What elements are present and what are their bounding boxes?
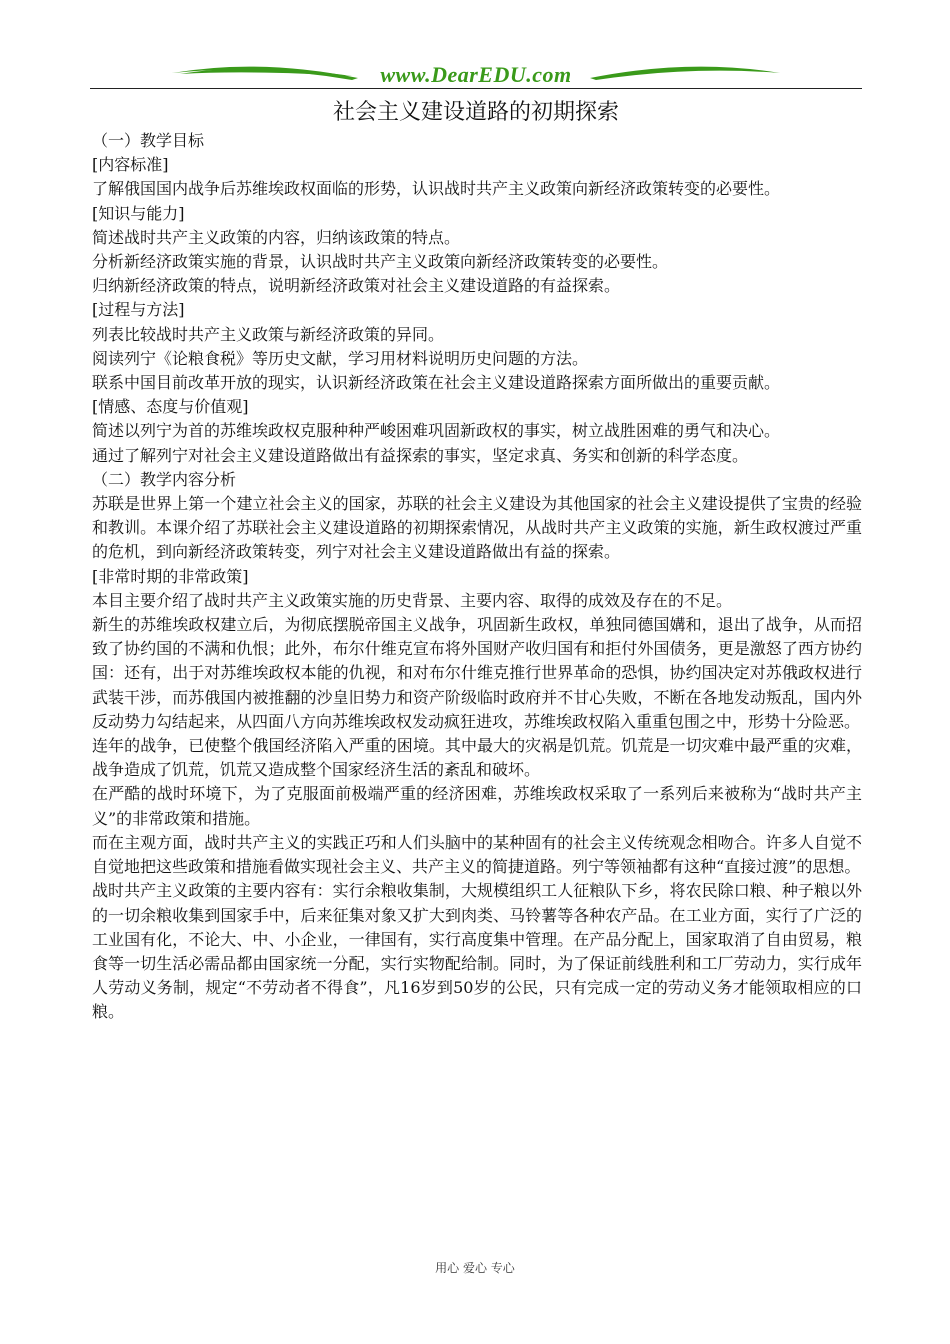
paragraph: 了解俄国国内战争后苏维埃政权面临的形势，认识战时共产主义政策向新经济政策转变的必要性。 (92, 179, 781, 199)
paragraph: （二）教学内容分析 (92, 469, 237, 489)
paragraph: 简述战时共产主义政策的内容，归纳该政策的特点。 (92, 227, 461, 247)
paragraph: [内容标准] (92, 155, 169, 175)
paragraph: 而在主观方面，战时共产主义的实践正巧和人们头脑中的某种固有的社会主义传统观念相吻合。许多人自觉不自觉地把这些政策和措施看做实现社会主义、共产主义的简捷道路。列宁等领袖都有这种“直接过渡”的思想。 (92, 832, 862, 877)
paragraph: 苏联是世界上第一个建立社会主义的国家，苏联的社会主义建设为其他国家的社会主义建设提供了宝贵的经验和教训。本课介绍了苏联社会主义建设道路的初期探索情况，从战时共产主义政策的实施，新生政权渡过严重的危机，到向新经济政策转变，列宁对社会主义建设道路做出有益的探索。 (92, 494, 862, 562)
header-divider (90, 88, 862, 89)
site-url-logo: www.DearEDU.com (380, 62, 572, 87)
site-header-banner (90, 60, 862, 90)
paragraph: 新生的苏维埃政权建立后，为彻底摆脱帝国主义战争，巩固新生政权，单独同德国媾和，退出了战争，从而招致了协约国的不满和仇恨；此外，布尔什维克宣布将外国财产收归国有和拒付外国债务，更是激怒了西方协约国：还有，出于对苏维埃政权本能的仇视，和对布尔什维克推行世界革命的恐惧，协约国决定对苏俄政权进行武装干涉，而苏俄国内被推翻的沙皇旧势力和资产阶级临时政府并不甘心失败，不断在各地发动叛乱，国内外反动势力勾结起来，从四面八方向苏维埃政权发动疯狂进攻，苏维埃政权陷入重重包围之中，形势十分险恶。 (92, 615, 862, 731)
paragraph: [情感、态度与价值观] (92, 397, 249, 417)
paragraph: 简述以列宁为首的苏维埃政权克服种种严峻困难巩固新政权的事实，树立战胜困难的勇气和决心。 (92, 421, 781, 441)
paragraph: 联系中国目前改革开放的现实，认识新经济政策在社会主义建设道路探索方面所做出的重要贡献。 (92, 373, 781, 393)
paragraph: [知识与能力] (92, 203, 185, 223)
paragraph: 连年的战争，已使整个俄国经济陷入严重的困境。其中最大的灾祸是饥荒。饥荒是一切灾难中最严重的灾难，战争造成了饥荒，饥荒又造成整个国家经济生活的紊乱和破坏。 (92, 736, 862, 780)
paragraph: [过程与方法] (92, 300, 185, 320)
paragraph: 通过了解列宁对社会主义建设道路做出有益探索的事实，坚定求真、务实和创新的科学态度。 (92, 445, 749, 465)
paragraph: [非常时期的非常政策] (92, 566, 249, 586)
paragraph: 阅读列宁《论粮食税》等历史文献，学习用材料说明历史问题的方法。 (92, 348, 589, 368)
paragraph: 在严酷的战时环境下，为了克服面前极端严重的经济困难，苏维埃政权采取了一系列后来被称为“战时共产主义”的非常政策和措施。 (92, 784, 862, 828)
page-footer: 用心 爱心 专心 (435, 1261, 515, 1275)
paragraph: 战时共产主义政策的主要内容有：实行余粮收集制，大规模组织工人征粮队下乡，将农民除口粮、种子粮以外的一切余粮收集到国家手中，后来征集对象又扩大到肉类、马铃薯等各种农产品。在工业方面，实行了广泛的工业国有化，不论大、中、小企业，一律国有，实行高度集中管理。在产品分配上，国家取消了自由贸易，粮食等一切生活必需品都由国家统一分配，实行实物配给制。同时，为了保证前线胜利和工厂劳动力，实行成年人劳动义务制，规定“不劳动者不得食”，凡16岁到50岁的公民，只有完成一定的劳动义务才能领取相应的口粮。 (92, 881, 862, 1022)
paragraph: （一）教学目标 (92, 131, 205, 150)
paragraph: 列表比较战时共产主义政策与新经济政策的异同。 (92, 324, 445, 344)
document-body (92, 129, 862, 1025)
paragraph: 本目主要介绍了战时共产主义政策实施的历史背景、主要内容、取得的成效及存在的不足。 (92, 590, 733, 610)
paragraph: 归纳新经济政策的特点，说明新经济政策对社会主义建设道路的有益探索。 (92, 276, 621, 296)
document-title: 社会主义建设道路的初期探索 (332, 100, 619, 125)
paragraph: 分析新经济政策实施的背景，认识战时共产主义政策向新经济政策转变的必要性。 (92, 252, 669, 272)
